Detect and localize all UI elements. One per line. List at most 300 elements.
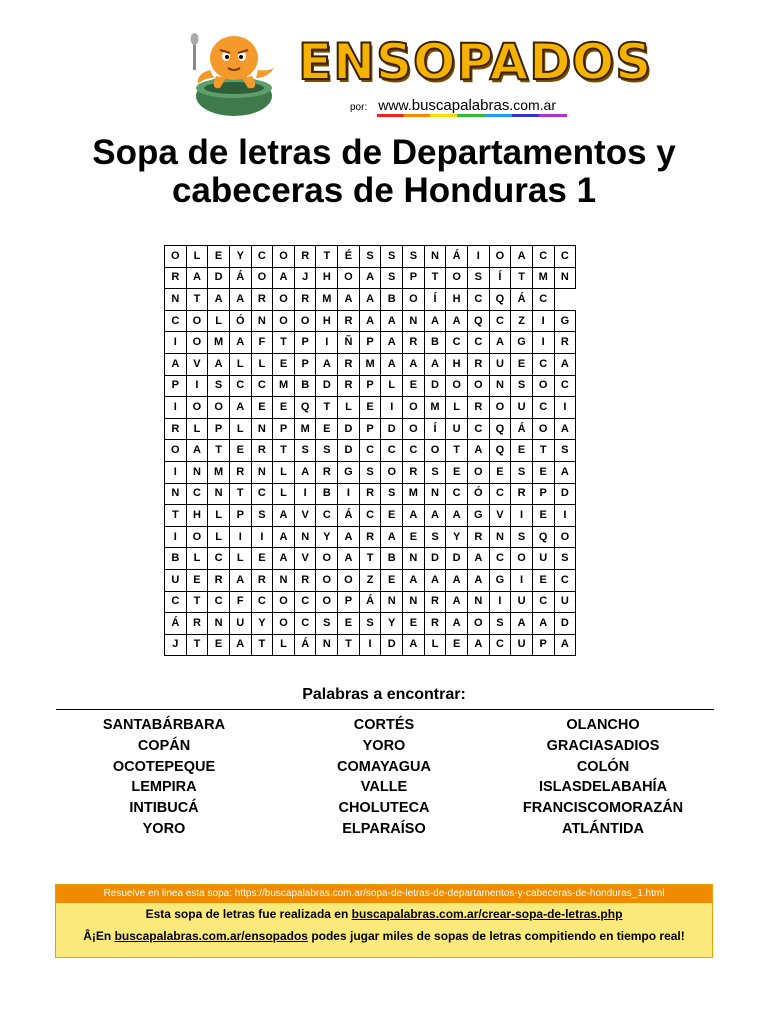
grid-row [165,591,576,613]
grid-cell: D [208,267,230,289]
grid-cell: A [532,613,554,635]
grid-cell: S [294,440,316,462]
grid-cell: Á [511,418,533,440]
grid-row [165,332,576,354]
grid-cell: A [424,569,446,591]
word-item: VALLE [360,779,408,796]
grid-cell: O [186,310,208,332]
grid-cell: U [511,634,533,656]
word-item: YORO [142,820,186,837]
grid-cell: T [316,397,338,419]
grid-cell: R [359,483,381,505]
grid-cell: I [251,526,273,548]
grid-cell: N [251,418,273,440]
grid-cell: L [229,353,251,375]
grid-cell: A [403,353,425,375]
grid-cell: L [186,548,208,570]
grid-cell: Á [511,289,533,311]
grid-cell: S [381,483,403,505]
grid-cell: L [273,483,295,505]
create-puzzle-link[interactable]: buscapalabras.com.ar/crear-sopa-de-letras.php [351,907,623,921]
grid-cell: L [208,526,230,548]
grid-cell: E [446,461,468,483]
grid-cell: O [511,548,533,570]
grid-cell: C [208,548,230,570]
grid-cell: U [446,418,468,440]
grid-cell: E [403,526,425,548]
grid-cell: O [273,613,295,635]
grid-cell: I [511,505,533,527]
grid-cell: T [165,505,187,527]
grid-row [165,569,576,591]
grid-cell: A [403,634,425,656]
grid-cell: I [511,569,533,591]
grid-cell: T [186,591,208,613]
grid-cell: I [489,591,511,613]
grid-cell: J [165,634,187,656]
grid-cell: M [403,483,425,505]
grid-row [165,310,576,332]
grid-row [165,353,576,375]
grid-row [165,613,576,635]
grid-cell: R [251,440,273,462]
grid-cell: P [294,332,316,354]
grid-cell: F [229,591,251,613]
grid-cell: O [489,246,511,268]
grid-cell: Q [489,418,511,440]
word-item: SANTABÁRBARA [102,717,226,733]
grid-cell: D [554,483,576,505]
grid-cell: S [467,267,489,289]
grid-cell: I [165,461,187,483]
grid-cell: Á [165,613,187,635]
grid-cell: A [229,332,251,354]
footer-line-2-text: Â¡En [83,929,115,943]
grid-cell: N [403,548,425,570]
grid-cell: T [273,440,295,462]
grid-row [165,418,576,440]
grid-cell: B [294,375,316,397]
grid-cell: S [381,267,403,289]
grid-cell: C [165,310,187,332]
grid-cell: N [316,634,338,656]
grid-cell: D [554,613,576,635]
grid-cell: I [554,397,576,419]
grid-cell: A [467,440,489,462]
grid-cell: A [381,353,403,375]
grid-cell: O [316,548,338,570]
grid-cell: I [532,310,554,332]
footer-line-2-tail: podes jugar miles de sopas de letras compitiendo en tiempo real! [307,929,685,943]
site-link[interactable] [378,97,556,113]
grid-cell: R [294,289,316,311]
grid-cell: Ó [229,310,251,332]
grid-cell: B [424,332,446,354]
grid-row [165,461,576,483]
word-item: GRACIASADIOS [546,737,660,754]
grid-cell: A [403,505,425,527]
grid-cell: A [229,397,251,419]
grid-cell: S [489,613,511,635]
grid-cell: A [489,332,511,354]
grid-cell: O [467,613,489,635]
grid-cell: A [359,267,381,289]
grid-cell: Y [229,246,251,268]
grid-cell: T [338,634,360,656]
grid-cell: A [554,353,576,375]
grid-cell: A [359,310,381,332]
grid-cell: E [532,461,554,483]
grid-cell: O [273,310,295,332]
grid-cell: C [532,289,554,311]
grid-cell: R [165,418,187,440]
grid-cell: U [489,353,511,375]
grid-row [165,634,576,656]
grid-cell: S [359,246,381,268]
grid-cell: E [381,569,403,591]
grid-cell: C [229,375,251,397]
grid-cell: Y [251,613,273,635]
grid-cell: N [165,483,187,505]
grid-cell: A [467,569,489,591]
grid-cell: L [273,461,295,483]
grid-cell: G [467,505,489,527]
grid-cell: A [273,548,295,570]
grid-cell: R [338,310,360,332]
grid-cell: A [446,505,468,527]
grid-cell: L [208,310,230,332]
word-column-2 [264,715,504,840]
grid-cell: E [273,397,295,419]
grid-cell: C [532,397,554,419]
grid-cell: I [165,526,187,548]
grid-cell: R [554,332,576,354]
grid-row [165,440,576,462]
grid-cell: A [511,613,533,635]
grid-cell: V [489,505,511,527]
grid-cell: O [403,289,425,311]
grid-cell: S [359,613,381,635]
page-title [0,134,768,210]
grid-cell: C [489,634,511,656]
grid-cell: H [316,267,338,289]
grid-cell: O [165,246,187,268]
word-item: LEMPIRA [131,779,197,796]
grid-cell: I [316,332,338,354]
grid-cell: P [359,418,381,440]
grid-cell: C [446,483,468,505]
grid-cell: C [467,332,489,354]
grid-cell: T [229,483,251,505]
grid-cell: I [229,526,251,548]
grid-row [165,397,576,419]
grid-cell: P [294,353,316,375]
grid-cell: A [316,353,338,375]
grid-cell: L [186,246,208,268]
grid-cell: N [273,569,295,591]
grid-cell: U [511,591,533,613]
grid-cell: Á [229,267,251,289]
grid-cell: A [186,440,208,462]
grid-cell: A [273,267,295,289]
grid-cell: T [532,440,554,462]
grid-cell: S [316,613,338,635]
word-item: CHOLUTECA [338,800,430,817]
brand-wordmark [298,32,653,94]
ensopados-link[interactable]: buscapalabras.com.ar/ensopados [114,929,308,943]
grid-cell: L [251,353,273,375]
grid-cell: P [359,375,381,397]
grid-cell: O [467,375,489,397]
grid-cell: Y [381,613,403,635]
grid-row [165,246,576,268]
grid-cell: E [359,397,381,419]
grid-cell: A [273,526,295,548]
grid-cell: A [208,353,230,375]
grid-cell: I [359,634,381,656]
grid-cell: E [532,505,554,527]
grid-cell: S [208,375,230,397]
grid-cell: E [403,375,425,397]
grid-cell: Í [424,289,446,311]
grid-cell: C [403,440,425,462]
grid-cell: S [424,461,446,483]
grid-cell: O [186,526,208,548]
grid-cell: E [532,569,554,591]
grid-cell: E [316,418,338,440]
grid-cell: S [511,375,533,397]
word-item: COLÓN [576,758,630,775]
grid-cell: S [403,246,425,268]
grid-cell: O [554,526,576,548]
grid-cell: R [467,397,489,419]
grid-cell: H [316,310,338,332]
grid-cell: A [359,289,381,311]
grid-cell: C [489,548,511,570]
grid-cell: R [208,569,230,591]
grid-cell: D [316,375,338,397]
word-item: FRANCISCOMORAZÁN [522,800,684,817]
grid-cell: T [424,267,446,289]
grid-cell: G [554,310,576,332]
grid-cell: U [554,591,576,613]
grid-cell: R [338,353,360,375]
grid-cell: T [511,267,533,289]
grid-cell: I [467,246,489,268]
word-item: ELPARAÍSO [342,820,426,837]
grid-cell: N [208,483,230,505]
grid-cell: E [208,634,230,656]
grid-cell: O [424,440,446,462]
grid-cell: Q [489,440,511,462]
grid-cell: A [294,461,316,483]
grid-cell: T [446,440,468,462]
grid-cell: Á [446,246,468,268]
grid-cell: E [511,440,533,462]
grid-cell: A [467,634,489,656]
grid-cell: A [424,310,446,332]
grid-cell: Í [424,418,446,440]
words-heading: Palabras a encontrar: [302,686,466,703]
grid-cell: I [381,397,403,419]
grid-cell: Á [338,505,360,527]
grid-cell: E [511,353,533,375]
grid-row [165,483,576,505]
grid-cell: C [554,246,576,268]
grid-cell: B [165,548,187,570]
grid-cell: T [186,634,208,656]
grid-cell: O [208,397,230,419]
grid-cell: C [294,613,316,635]
grid-cell: C [251,591,273,613]
footer-line-1-text: Esta sopa de letras fue realizada en [145,907,352,921]
grid-cell: Q [532,526,554,548]
site-name: buscapalabras [411,97,510,114]
grid-cell: R [229,461,251,483]
word-item: CORTÉS [353,717,415,733]
grid-cell: N [251,461,273,483]
grid-cell: Ñ [338,332,360,354]
grid-cell: O [403,418,425,440]
grid-cell: L [446,397,468,419]
grid-cell: A [446,310,468,332]
grid-cell: R [403,461,425,483]
grid-cell: M [359,353,381,375]
grid-cell: H [446,289,468,311]
grid-cell: O [316,591,338,613]
title-line-1: Sopa de letras de Departamentos y [92,133,676,172]
grid-cell: A [229,634,251,656]
grid-cell: O [403,397,425,419]
grid-cell: O [273,591,295,613]
grid-cell: A [273,505,295,527]
grid-cell: A [446,613,468,635]
grid-cell: O [251,267,273,289]
grid-cell: G [511,332,533,354]
grid-cell: E [489,461,511,483]
grid-cell: É [338,246,360,268]
grid-cell: T [273,332,295,354]
grid-cell: C [467,418,489,440]
grid-cell: N [489,526,511,548]
grid-cell: A [338,548,360,570]
grid-cell: V [294,505,316,527]
grid-cell: C [251,375,273,397]
grid-cell: E [229,440,251,462]
grid-cell: R [165,267,187,289]
grid-cell: A [446,569,468,591]
grid-cell: B [381,289,403,311]
grid-cell: U [165,569,187,591]
grid-cell: E [251,548,273,570]
grid-cell: Ó [467,483,489,505]
rainbow-underline [377,114,567,117]
grid-cell: N [467,591,489,613]
grid-cell: D [446,548,468,570]
grid-cell: O [467,461,489,483]
grid-row [165,267,576,289]
grid-cell: C [489,483,511,505]
grid-cell: Z [359,569,381,591]
grid-cell: S [511,526,533,548]
grid-cell: O [165,440,187,462]
grid-cell: M [208,461,230,483]
grid-cell: C [467,289,489,311]
grid-cell: A [186,267,208,289]
grid-cell: O [273,289,295,311]
grid-cell: O [338,267,360,289]
brand-name: ENSOPADOS [298,33,653,91]
solve-online-link[interactable]: Resuelve en linea esta sopa: https://buscapalabras.com.ar/sopa-de-letras-de-departamentos-y-cabeceras-de-honduras_1.html [56,885,712,903]
grid-row [165,505,576,527]
grid-cell: A [511,246,533,268]
grid-cell: S [359,461,381,483]
grid-cell: P [229,505,251,527]
grid-cell: A [208,289,230,311]
grid-cell: P [403,267,425,289]
grid-cell: A [554,634,576,656]
word-column-1 [44,715,284,840]
grid-cell: R [186,613,208,635]
grid-cell: C [186,483,208,505]
grid-cell: P [165,375,187,397]
grid-cell: O [186,397,208,419]
word-column-3 [483,715,723,840]
grid-cell: P [532,483,554,505]
word-item: COMAYAGUA [336,758,431,775]
grid-cell: Y [316,526,338,548]
grid-cell: I [165,397,187,419]
grid-cell: T [316,246,338,268]
ensopados-logo [190,30,653,120]
grid-cell: A [338,289,360,311]
grid-cell: P [359,332,381,354]
grid-cell: I [532,332,554,354]
word-item: ATLÁNTIDA [562,820,644,837]
grid-cell: B [316,483,338,505]
grid-cell: C [359,505,381,527]
grid-cell: A [554,418,576,440]
grid-cell: Á [359,591,381,613]
letter-grid [164,245,576,656]
grid-cell: P [532,634,554,656]
grid-cell: O [532,375,554,397]
grid-cell: N [294,526,316,548]
grid-cell: C [554,375,576,397]
grid-cell: F [251,332,273,354]
grid-cell: R [424,591,446,613]
grid-cell: C [294,591,316,613]
grid-cell: C [316,505,338,527]
grid-cell: P [208,418,230,440]
grid-cell: L [338,397,360,419]
grid-cell: O [316,569,338,591]
grid-cell: A [424,353,446,375]
byline [350,94,556,116]
grid-cell: M [532,267,554,289]
grid-cell: O [273,246,295,268]
grid-cell: R [467,353,489,375]
grid-cell: I [338,483,360,505]
grid-cell: A [424,505,446,527]
grid-cell: M [208,332,230,354]
grid-cell: R [294,569,316,591]
grid-cell: E [273,353,295,375]
grid-cell: V [294,548,316,570]
grid-cell: A [381,332,403,354]
grid-cell: L [229,548,251,570]
grid-cell: U [511,397,533,419]
